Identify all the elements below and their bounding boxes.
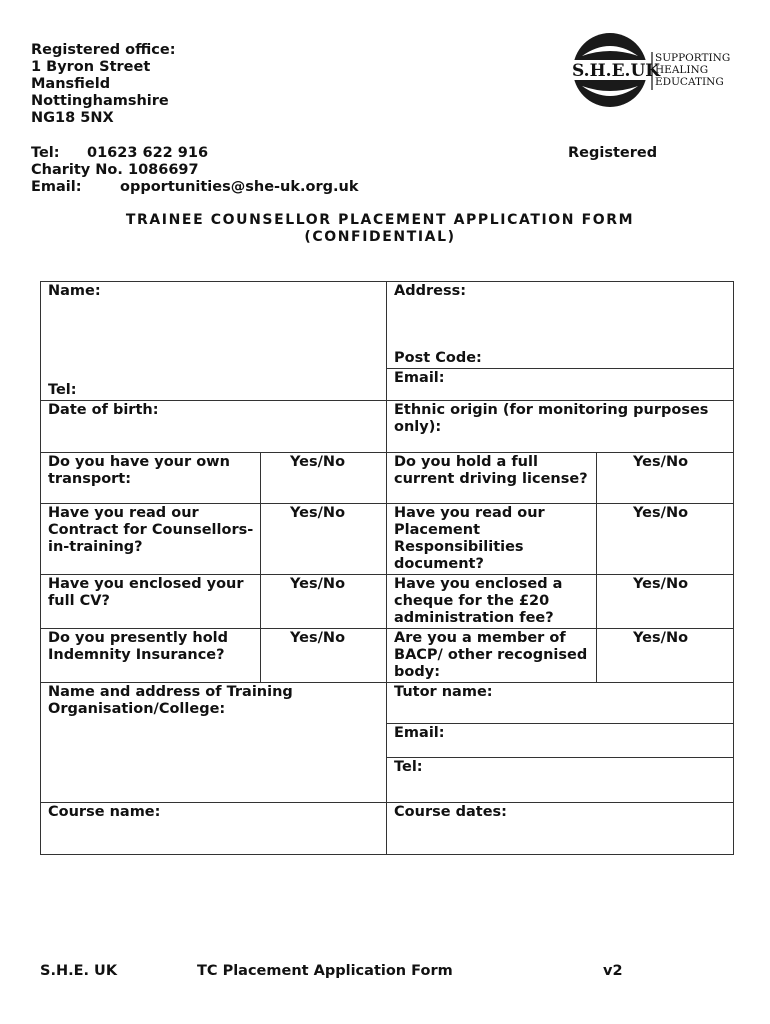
- answer-placement-doc[interactable]: Yes/No: [597, 504, 734, 575]
- dob-field[interactable]: [41, 401, 387, 453]
- email-line: [31, 179, 359, 196]
- registered-office-address: [31, 42, 176, 127]
- tutor-email-label: Email:: [394, 725, 445, 741]
- question-bacp: Are you a member of BACP/ other recognised body:: [387, 629, 597, 683]
- address-line: 1 Byron Street: [31, 59, 151, 75]
- tel-line: [31, 145, 359, 162]
- footer-doc-name: TC Placement Application Form: [197, 963, 453, 979]
- question-row: [41, 453, 734, 504]
- address-field[interactable]: [387, 282, 734, 369]
- question-contract: Have you read our Contract for Counsellors-in-training?: [41, 504, 261, 575]
- address-line: Registered office:: [31, 42, 176, 58]
- she-uk-logo: [568, 30, 738, 118]
- tutor-name-field[interactable]: [387, 683, 734, 724]
- address-line: NG18 5NX: [31, 110, 114, 126]
- question-indemnity: Do you presently hold Indemnity Insurance?: [41, 629, 261, 683]
- course-name-label: Course name:: [48, 804, 161, 820]
- question-row: [41, 629, 734, 683]
- footer-org: S.H.E. UK: [40, 963, 118, 979]
- question-cheque: Have you enclosed a cheque for the £20 administration fee?: [387, 575, 597, 629]
- answer-cv[interactable]: Yes/No: [261, 575, 387, 629]
- charity-line: [31, 162, 359, 179]
- contact-details: [31, 145, 359, 196]
- logo-name: S.H.E.UK: [572, 61, 661, 81]
- course-dates-label: Course dates:: [394, 804, 507, 820]
- answer-bacp[interactable]: Yes/No: [597, 629, 734, 683]
- answer-transport[interactable]: Yes/No: [261, 453, 387, 504]
- training-org-field[interactable]: [41, 683, 387, 803]
- footer-version: v2: [603, 963, 623, 979]
- address-line: Mansfield: [31, 76, 111, 92]
- answer-driving-license[interactable]: Yes/No: [597, 453, 734, 504]
- logo-tagline-2: HEALING: [655, 64, 709, 76]
- answer-indemnity[interactable]: Yes/No: [261, 629, 387, 683]
- dob-label: Date of birth:: [48, 402, 159, 418]
- question-row: [41, 504, 734, 575]
- ethnic-origin-label: Ethnic origin (for monitoring purposes only):: [394, 402, 709, 435]
- email-value[interactable]: opportunities@she-uk.org.uk: [120, 179, 359, 195]
- form-title: [0, 212, 760, 246]
- ethnic-origin-field[interactable]: [387, 401, 734, 453]
- post-code-label: Post Code:: [394, 350, 482, 366]
- registered-label: Registered: [568, 145, 658, 161]
- email-field[interactable]: [387, 369, 734, 401]
- question-placement-doc: Have you read our Placement Responsibilities document?: [387, 504, 597, 575]
- form-title-line2: (CONFIDENTIAL): [304, 229, 456, 245]
- answer-contract[interactable]: Yes/No: [261, 504, 387, 575]
- question-cv: Have you enclosed your full CV?: [41, 575, 261, 629]
- email-label: Email:: [31, 179, 82, 195]
- form-title-line1: TRAINEE COUNSELLOR PLACEMENT APPLICATION FORM: [125, 212, 635, 228]
- tel-field-label: Tel:: [48, 382, 77, 398]
- tutor-name-label: Tutor name:: [394, 684, 493, 700]
- tutor-tel-field[interactable]: [387, 758, 734, 803]
- email-field-label: Email:: [394, 370, 445, 386]
- name-field[interactable]: [41, 282, 387, 401]
- question-driving-license: Do you hold a full current driving license?: [387, 453, 597, 504]
- tutor-email-field[interactable]: [387, 724, 734, 758]
- tel-label: Tel:: [31, 145, 60, 161]
- course-dates-field[interactable]: [387, 803, 734, 855]
- address-label: Address:: [394, 283, 467, 299]
- tutor-tel-label: Tel:: [394, 759, 423, 775]
- question-transport: Do you have your own transport:: [41, 453, 261, 504]
- question-row: [41, 575, 734, 629]
- training-org-label: Name and address of Training Organisation/College:: [48, 684, 293, 717]
- logo-tagline-3: EDUCATING: [655, 76, 724, 88]
- logo-graphic: [568, 30, 738, 118]
- application-form-table: [40, 281, 734, 855]
- course-name-field[interactable]: [41, 803, 387, 855]
- logo-tagline-1: SUPPORTING: [655, 52, 731, 64]
- charity-value: 1086697: [127, 162, 199, 178]
- answer-cheque[interactable]: Yes/No: [597, 575, 734, 629]
- name-label: Name:: [48, 283, 101, 299]
- charity-label: Charity No.: [31, 162, 123, 178]
- tel-value: 01623 622 916: [87, 145, 209, 161]
- address-line: Nottinghamshire: [31, 93, 169, 109]
